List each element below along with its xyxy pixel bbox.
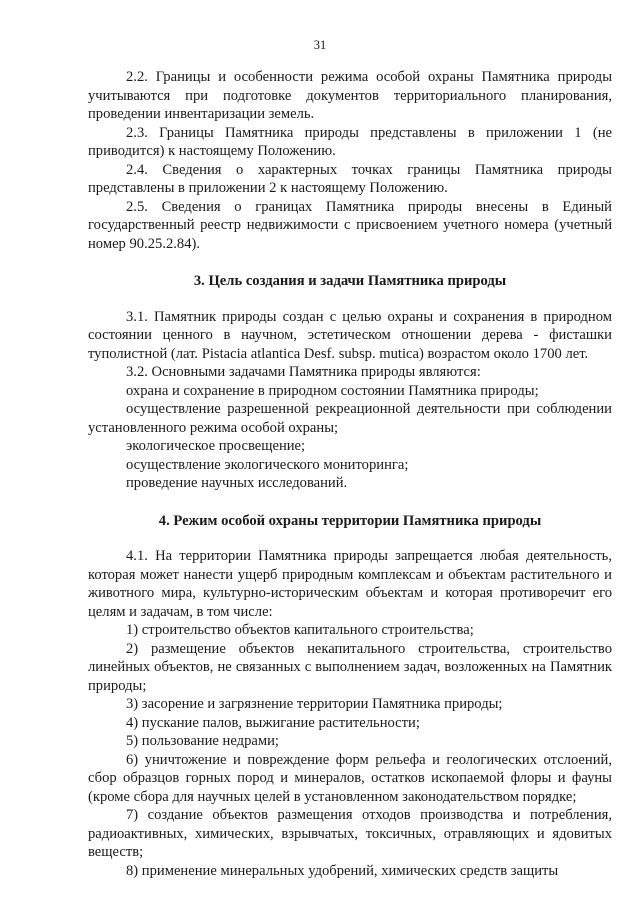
task-item: осуществление экологического мониторинга; xyxy=(126,456,409,473)
paragraph-4-1: 4.1. На территории Памятника природы запрещается любая деятельность, которая может нанести ущерб природным комплексам и объектам растительного и животного мира, культурно-историческим объектам и которая противоречит его целям и задачам, в том числе: xyxy=(88,548,612,620)
task-item: экологическое просвещение; xyxy=(126,438,306,454)
task-item: проведение научных исследований. xyxy=(126,475,348,491)
task-item: охрана и сохранение в природном состоянии Памятника природы; xyxy=(126,382,539,399)
prohibition-item: 1) строительство объектов капитального строительства; xyxy=(126,622,474,638)
prohibition-item: 7) создание объектов размещения отходов производства и потребления, радиоактивных, химических, взрывчатых, токсичных, отравляющих и ядовитых веществ; xyxy=(88,807,612,860)
section-3-heading: 3. Цель создания и задачи Памятника природы xyxy=(193,273,507,289)
prohibition-item: 2) размещение объектов некапитального строительства, строительство линейных объектов, не связанных с выполнением задач, возложенных на Памятник природы; xyxy=(88,640,612,694)
prohibition-item: 8) применение минеральных удобрений, химических средств защиты xyxy=(126,862,559,879)
prohibition-item: 3) засорение и загрязнение территории Памятника природы; xyxy=(126,696,503,712)
prohibition-item: 5) пользование недрами; xyxy=(126,733,279,749)
paragraph-2-3: 2.3. Границы Памятника природы представлены в приложении 1 (не приводится) к настоящему Положению. xyxy=(88,124,612,159)
paragraph-2-4: 2.4. Сведения о характерных точках границы Памятника природы представлены в приложении 2 к настоящему Положению. xyxy=(88,161,612,196)
page-number: 31 xyxy=(313,38,327,52)
paragraph-2-2: 2.2. Границы и особенности режима особой охраны Памятника природы учитываются при подготовке документов территориального планирования, проведении инвентаризации земель. xyxy=(88,69,612,122)
task-item: осуществление разрешенной рекреационной деятельности при соблюдении установленного режима особой охраны; xyxy=(88,401,612,436)
section-4-heading: 4. Режим особой охраны территории Памятника природы xyxy=(158,512,542,529)
paragraph-3-1: 3.1. Памятник природы создан с целью охраны и сохранения в природном состоянии ценного в научном, эстетическом отношении дерева - фисташки туполистной (лат. Pistacia atlantica Desf. subsp. mutica) возрастом около 1700 лет. xyxy=(88,308,612,362)
paragraph-2-5: 2.5. Сведения о границах Памятника природы внесены в Единый государственный реестр недвижимости с присвоением учетного номера (учетный номер 90.25.2.84). xyxy=(88,198,612,252)
prohibition-item: 4) пускание палов, выжигание растительности; xyxy=(126,714,420,731)
paragraph-3-2: 3.2. Основными задачами Памятника природы являются: xyxy=(126,364,481,380)
prohibition-item: 6) уничтожение и повреждение форм рельефа и геологических отслоений, сбор образцов горных пород и минералов, остатков ископаемой флоры и фауны (кроме сбора для научных целей в установленном законодательством порядке; xyxy=(88,751,612,805)
document-body xyxy=(88,68,612,880)
